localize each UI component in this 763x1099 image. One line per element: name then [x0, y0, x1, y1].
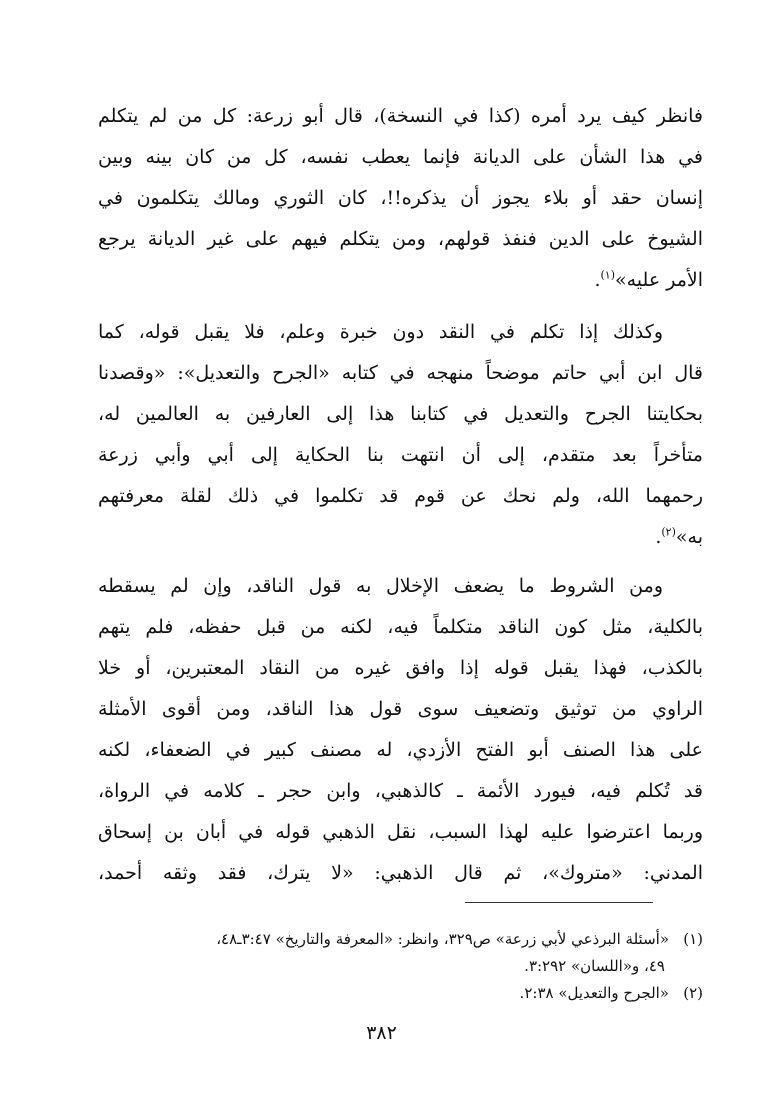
page-number: ٣٨٢ [366, 1022, 397, 1044]
text-fragment: به» [675, 526, 703, 548]
footnote-mark: (١) [600, 268, 615, 282]
footnote-number: (١) [683, 930, 703, 948]
paragraph-2 [98, 312, 703, 558]
paragraph-1 [98, 96, 703, 301]
text-line: ومن الشروط ما يضعف الإخلال به قول الناقد، وإن لم يسقطه [98, 575, 663, 597]
text-line: في هذا الشأن على الديانة فإنما يعطب نفسه، كل من كان بينه وبين [98, 146, 703, 168]
text-fragment: الأمر عليه» [615, 269, 703, 291]
text-line: الشيوخ على الدين فنفذ قولهم، ومن يتكلم فيهم على غير الديانة يرجع [98, 228, 703, 250]
paragraph-3 [98, 566, 703, 894]
text-line: رحمهما الله، ولم نحك عن قوم قد تكلموا في ذلك لقلة معرفتهم [98, 485, 703, 507]
footnote-mark: (٢) [661, 525, 676, 539]
text-line: بالكلية، مثل كون الناقد متكلماً فيه، لكنه من قبل حفظه، فلم يتهم [98, 616, 703, 638]
footnote-text: «أسئلة البرذعي لأبي زرعة» ص٣٢٩، وانظر: «المعرفة والتاريخ» ٣:٤٧ـ٤٨، [216, 930, 669, 948]
text-line: وكذلك إذا تكلم في النقد دون خبرة وعلم، فلا يقبل قوله، كما [98, 321, 663, 343]
text-line: قال ابن أبي حاتم موضحاً منهجه في كتابه «الجرح والتعديل»: «وقصدنا [98, 362, 703, 384]
text-line-last [98, 260, 703, 301]
footnote-number: (٢) [683, 984, 703, 1002]
text-line: بالكذب، فهذا يقبل قوله إذا وافق غيره من النقاد المعتبرين، أو خلا [98, 657, 703, 679]
text-line: على هذا الصنف أبو الفتح الأزدي، له مصنف كبير في الضعفاء، لكنه [98, 739, 703, 761]
text-line-last [98, 517, 703, 558]
footnote-2 [98, 980, 703, 1007]
footnote-text: «الجرح والتعديل» ٢:٣٨. [519, 984, 669, 1002]
text-line: المدني: «متروك»، ثم قال الذهبي: «لا يترك، فقد وثقه أحمد، [98, 862, 703, 884]
text-line: الراوي من توثيق وتضعيف سوى قول هذا الناقد، ومن أقوى الأمثلة [98, 698, 703, 720]
paragraph-end-period: . [655, 526, 662, 548]
text-line: متأخراً بعد متقدم، إلى أن انتهت بنا الحكاية إلى أبي وأبي زرعة [98, 444, 703, 466]
text-line: وربما اعترضوا عليه لهذا السبب، نقل الذهبي قوله في أبان بن إسحاق [98, 821, 703, 843]
footnote-separator [465, 902, 653, 903]
footnotes [98, 926, 703, 1007]
text-line: إنسان حقد أو بلاء يجوز أن يذكره!!، كان الثوري ومالك يتكلمون في [98, 187, 703, 209]
paragraph-end-period: . [594, 269, 601, 291]
footnote-1 [98, 926, 703, 953]
footnote-1-continuation: ٤٩، و«اللسان» ٣:٢٩٢. [524, 957, 665, 975]
text-line: قد تُكلم فيه، فيورد الأئمة ـ كالذهبي، وابن حجر ـ كلامه في الرواة، [98, 780, 703, 802]
text-line: بحكايتنا الجرح والتعديل في كتابنا هذا إلى العارفين به العالمين له، [98, 403, 703, 425]
text-line: فانظر كيف يرد أمره (كذا في النسخة)، قال أبو زرعة: كل من لم يتكلم [98, 105, 703, 127]
